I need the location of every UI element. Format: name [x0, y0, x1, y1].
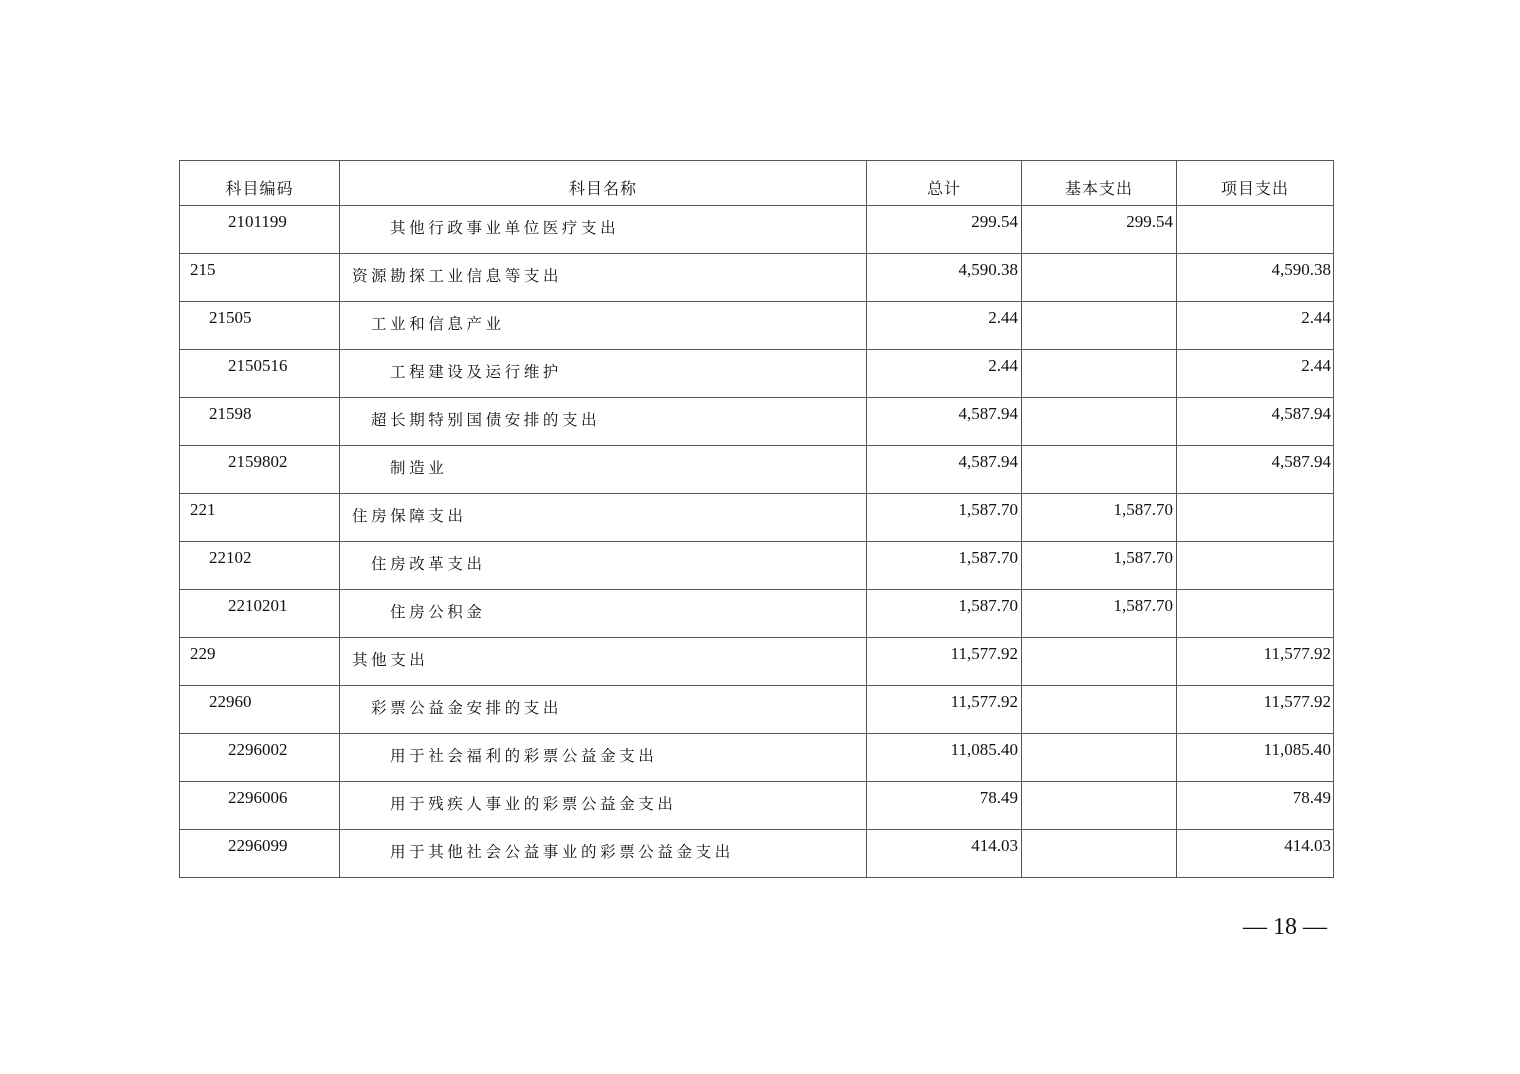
cell-basic: [1022, 830, 1177, 878]
cell-basic: [1022, 350, 1177, 398]
cell-basic: [1022, 638, 1177, 686]
cell-code: 2159802: [180, 446, 340, 494]
cell-project: 11,085.40: [1177, 734, 1334, 782]
cell-total: 2.44: [867, 302, 1022, 350]
cell-total: 1,587.70: [867, 590, 1022, 638]
cell-project: 78.49: [1177, 782, 1334, 830]
cell-name: 用于其他社会公益事业的彩票公益金支出: [340, 830, 867, 878]
cell-name: 工程建设及运行维护: [340, 350, 867, 398]
cell-code: 2296006: [180, 782, 340, 830]
table-row: [180, 446, 1334, 494]
cell-basic: 1,587.70: [1022, 590, 1177, 638]
cell-name: 用于社会福利的彩票公益金支出: [340, 734, 867, 782]
page-number: — 18 —: [1243, 914, 1327, 940]
cell-project: [1177, 590, 1334, 638]
table-row: [180, 734, 1334, 782]
table-row: [180, 398, 1334, 446]
cell-name: 彩票公益金安排的支出: [340, 686, 867, 734]
cell-project: 11,577.92: [1177, 638, 1334, 686]
budget-expenditure-table: [179, 160, 1334, 878]
table-row: [180, 494, 1334, 542]
cell-basic: 299.54: [1022, 206, 1177, 254]
cell-code: 2101199: [180, 206, 340, 254]
cell-name: 其他支出: [340, 638, 867, 686]
cell-total: 11,577.92: [867, 686, 1022, 734]
cell-name: 住房改革支出: [340, 542, 867, 590]
cell-project: 4,590.38: [1177, 254, 1334, 302]
cell-code: 221: [180, 494, 340, 542]
cell-project: [1177, 542, 1334, 590]
cell-code: 21598: [180, 398, 340, 446]
cell-code: 2296099: [180, 830, 340, 878]
cell-basic: [1022, 734, 1177, 782]
cell-project: 414.03: [1177, 830, 1334, 878]
cell-name: 住房保障支出: [340, 494, 867, 542]
cell-project: 4,587.94: [1177, 446, 1334, 494]
table-row: [180, 302, 1334, 350]
header-basic: 基本支出: [1022, 161, 1177, 206]
table-row: [180, 686, 1334, 734]
cell-total: 2.44: [867, 350, 1022, 398]
cell-total: 11,577.92: [867, 638, 1022, 686]
table-row: [180, 830, 1334, 878]
table-row: [180, 254, 1334, 302]
cell-total: 4,587.94: [867, 446, 1022, 494]
cell-name: 超长期特别国债安排的支出: [340, 398, 867, 446]
cell-code: 229: [180, 638, 340, 686]
table-header-row: [180, 161, 1334, 206]
cell-name: 用于残疾人事业的彩票公益金支出: [340, 782, 867, 830]
cell-basic: [1022, 398, 1177, 446]
cell-project: 4,587.94: [1177, 398, 1334, 446]
header-name: 科目名称: [340, 161, 867, 206]
cell-basic: 1,587.70: [1022, 542, 1177, 590]
cell-code: 2150516: [180, 350, 340, 398]
header-project: 项目支出: [1177, 161, 1334, 206]
cell-name: 工业和信息产业: [340, 302, 867, 350]
cell-code: 2210201: [180, 590, 340, 638]
cell-project: [1177, 206, 1334, 254]
cell-total: 78.49: [867, 782, 1022, 830]
cell-basic: [1022, 686, 1177, 734]
cell-code: 22960: [180, 686, 340, 734]
cell-total: 414.03: [867, 830, 1022, 878]
cell-code: 21505: [180, 302, 340, 350]
budget-table-container: [179, 160, 1333, 878]
cell-basic: [1022, 302, 1177, 350]
cell-code: 22102: [180, 542, 340, 590]
cell-project: 11,577.92: [1177, 686, 1334, 734]
header-total: 总计: [867, 161, 1022, 206]
table-body: [180, 206, 1334, 878]
cell-total: 4,590.38: [867, 254, 1022, 302]
table-row: [180, 206, 1334, 254]
table-row: [180, 638, 1334, 686]
cell-total: 4,587.94: [867, 398, 1022, 446]
cell-code: 215: [180, 254, 340, 302]
cell-project: [1177, 494, 1334, 542]
cell-project: 2.44: [1177, 302, 1334, 350]
cell-basic: 1,587.70: [1022, 494, 1177, 542]
cell-total: 299.54: [867, 206, 1022, 254]
cell-project: 2.44: [1177, 350, 1334, 398]
table-row: [180, 350, 1334, 398]
cell-basic: [1022, 446, 1177, 494]
table-row: [180, 590, 1334, 638]
cell-name: 住房公积金: [340, 590, 867, 638]
header-code: 科目编码: [180, 161, 340, 206]
cell-basic: [1022, 782, 1177, 830]
cell-code: 2296002: [180, 734, 340, 782]
cell-total: 1,587.70: [867, 542, 1022, 590]
cell-name: 资源勘探工业信息等支出: [340, 254, 867, 302]
cell-total: 11,085.40: [867, 734, 1022, 782]
cell-name: 其他行政事业单位医疗支出: [340, 206, 867, 254]
cell-total: 1,587.70: [867, 494, 1022, 542]
table-row: [180, 782, 1334, 830]
table-row: [180, 542, 1334, 590]
cell-name: 制造业: [340, 446, 867, 494]
cell-basic: [1022, 254, 1177, 302]
